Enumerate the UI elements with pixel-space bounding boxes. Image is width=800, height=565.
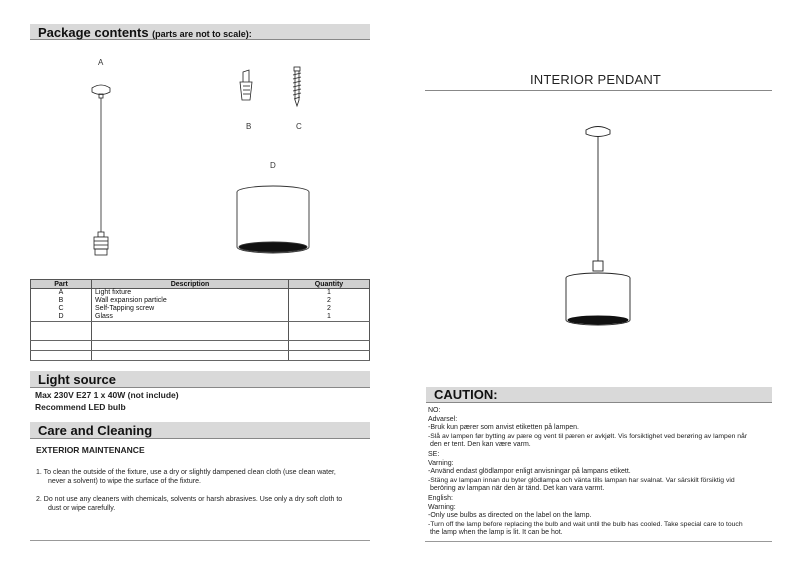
table-cell-part: A <box>31 289 92 298</box>
screw-drawing <box>293 67 301 106</box>
caution-line: -Only use bulbs as directed on the label on the lamp. <box>428 512 592 519</box>
shade-bottom <box>568 316 628 324</box>
product-title: INTERIOR PENDANT <box>530 72 662 87</box>
caution-line: -Turn off the lamp before replacing the bulb and wait until the bulb has cooled. Take special care to touch <box>428 520 743 528</box>
wall-plug-drawing <box>240 70 252 100</box>
care-item-1-line1: 1. To clean the outside of the fixture, use a dry or slightly dampened clean cloth (use clean water, <box>36 469 336 476</box>
light-source-title: Light source <box>38 372 117 387</box>
caution-line: NO: <box>428 407 441 414</box>
table-cell-quantity: 1 <box>289 289 370 298</box>
table-row-empty <box>31 322 370 332</box>
care-cleaning-title: Care and Cleaning <box>38 423 153 438</box>
light-source-header <box>30 371 370 388</box>
table-row <box>31 313 370 322</box>
caution-header <box>426 387 772 403</box>
parts-table-header-row <box>31 280 370 289</box>
caution-title: CAUTION: <box>434 387 498 402</box>
caution-line: -Använd endast glödlampor enligt anvisningar på lampans etikett. <box>428 468 631 475</box>
caution-line: beröring av lampan när den är tänd. Det kan vara varmt. <box>428 485 605 492</box>
package-contents-title-text: Package contents <box>38 25 149 40</box>
parts-illustration <box>0 0 400 270</box>
glass-shade-drawing <box>237 186 309 253</box>
lamp-socket <box>593 261 603 271</box>
table-cell-quantity: 2 <box>289 297 370 305</box>
table-row-empty <box>31 331 370 341</box>
table-cell-part: D <box>31 313 92 322</box>
part-label-a: A <box>98 58 104 67</box>
table-row-empty <box>31 351 370 361</box>
product-title-rule <box>425 90 772 91</box>
light-source-line2: Recommend LED bulb <box>35 402 126 412</box>
care-item-2-line1: 2. Do not use any cleaners with chemicals, solvents or harsh abrasives. Use only a dry soft cloth to <box>36 496 343 503</box>
table-row <box>31 297 370 305</box>
left-bottom-rule <box>30 540 370 541</box>
table-cell-part: B <box>31 297 92 305</box>
care-cleaning-header <box>30 422 370 439</box>
table-cell-description: Wall expansion particle <box>92 297 289 305</box>
light-source-line1: Max 230V E27 1 x 40W (not include) <box>35 390 179 400</box>
part-label-d: D <box>270 161 276 170</box>
care-subtitle: EXTERIOR MAINTENANCE <box>36 445 145 455</box>
col-header-part: Part <box>31 280 92 289</box>
part-label-c: C <box>296 122 302 131</box>
part-label-b: B <box>246 122 252 131</box>
col-header-description: Description <box>92 280 289 289</box>
caution-line: den er tent. Den kan være varm. <box>428 441 531 448</box>
table-cell-quantity: 1 <box>289 313 370 322</box>
table-cell-description: Light fixture <box>92 289 289 298</box>
caution-line: the lamp when the lamp is lit. It can be hot. <box>428 529 563 536</box>
parts-table <box>30 279 370 361</box>
caution-line: -Bruk kun pærer som anvist etiketten på lampen. <box>428 424 579 431</box>
table-cell-description: Glass <box>92 313 289 322</box>
care-item-2-line2: dust or wipe carefully. <box>48 505 116 512</box>
caution-line: Varning: <box>428 459 454 467</box>
table-row-empty <box>31 341 370 351</box>
caution-line: English: <box>428 495 453 502</box>
caution-line: SE: <box>428 451 440 458</box>
table-cell-description: Self-Tapping screw <box>92 305 289 313</box>
caution-line: Warning: <box>428 503 456 511</box>
care-item-1-line2: never a solvent) to wipe the surface of the fixture. <box>48 478 201 485</box>
caution-line: -Slå av lampen før bytting av pære og vent til pæren er avkjølt. Vis forsiktighet ved berøring av lampen når <box>428 432 748 440</box>
ceiling-canopy <box>586 127 610 137</box>
caution-line: Advarsel: <box>428 415 458 423</box>
col-header-quantity: Quantity <box>289 280 370 289</box>
light-fixture-drawing <box>92 85 110 255</box>
table-row <box>31 289 370 298</box>
table-row <box>31 305 370 313</box>
right-bottom-rule <box>425 541 772 542</box>
package-contents-subtitle: (parts are not to scale): <box>152 29 252 39</box>
table-cell-quantity: 2 <box>289 305 370 313</box>
caution-line: -Stäng av lampan innan du byter glödlampa och vänta tills lampan har svalnat. Var särskilt försiktig vid <box>428 476 735 484</box>
pendant-illustration <box>550 118 660 338</box>
table-cell-part: C <box>31 305 92 313</box>
